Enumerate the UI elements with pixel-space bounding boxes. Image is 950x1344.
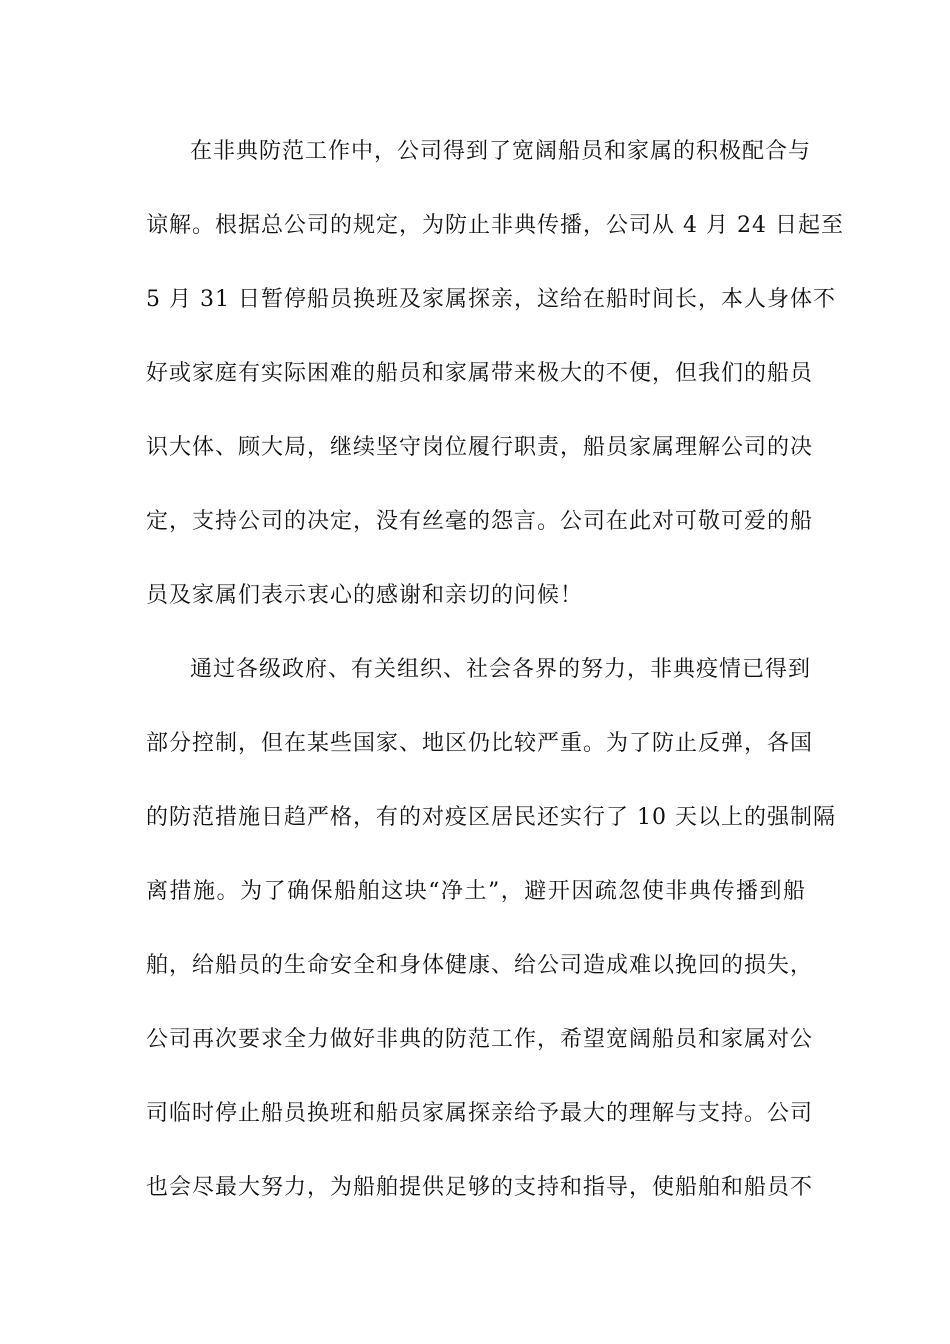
paragraph-1-line-1: 在非典防范工作中，公司得到了宽阔船员和家属的积极配合与 <box>190 139 812 164</box>
paragraph-1-line-5: 识大体、顾大局，继续坚守岗位履行职责，船员家属理解公司的决 <box>146 435 814 460</box>
paragraph-2-line-7: 司临时停止船员换班和船员家属探亲给予最大的理解与支持。公司 <box>146 1101 814 1126</box>
paragraph-2-line-1: 通过各级政府、有关组织、社会各界的努力，非典疫情已得到 <box>190 657 812 682</box>
paragraph-1-line-6: 定，支持公司的决定，没有丝毫的怨言。公司在此对可敬可爱的船 <box>146 509 814 534</box>
paragraph-2-line-6: 公司再次要求全力做好非典的防范工作，希望宽阔船员和家属对公 <box>146 1027 814 1052</box>
paragraph-2-line-3: 的防范措施日趋严格，有的对疫区居民还实行了 10 天以上的强制隔 <box>146 805 836 830</box>
paragraph-1-line-7: 员及家属们表示衷心的感谢和亲切的问候！ <box>146 583 584 608</box>
paragraph-1-line-2: 谅解。根据总公司的规定，为防止非典传播，公司从 4 月 24 日起至 <box>146 213 844 238</box>
paragraph-2-line-8: 也会尽最大努力，为船舶提供足够的支持和指导，使船舶和船员不 <box>146 1175 814 1200</box>
paragraph-2-line-4: 离措施。为了确保船舶这块“净土”，避开因疏忽使非典传播到船 <box>146 879 806 904</box>
paragraph-2-line-2: 部分控制，但在某些国家、地区仍比较严重。为了防止反弹，各国 <box>146 731 814 756</box>
paragraph-2-line-5: 舶，给船员的生命安全和身体健康、给公司造成难以挽回的损失， <box>146 953 814 978</box>
paragraph-1-line-3: 5 月 31 日暂停船员换班及家属探亲，这给在船时间长，本人身体不 <box>146 287 836 312</box>
paragraph-1-line-4: 好或家庭有实际困难的船员和家属带来极大的不便，但我们的船员 <box>146 361 814 386</box>
